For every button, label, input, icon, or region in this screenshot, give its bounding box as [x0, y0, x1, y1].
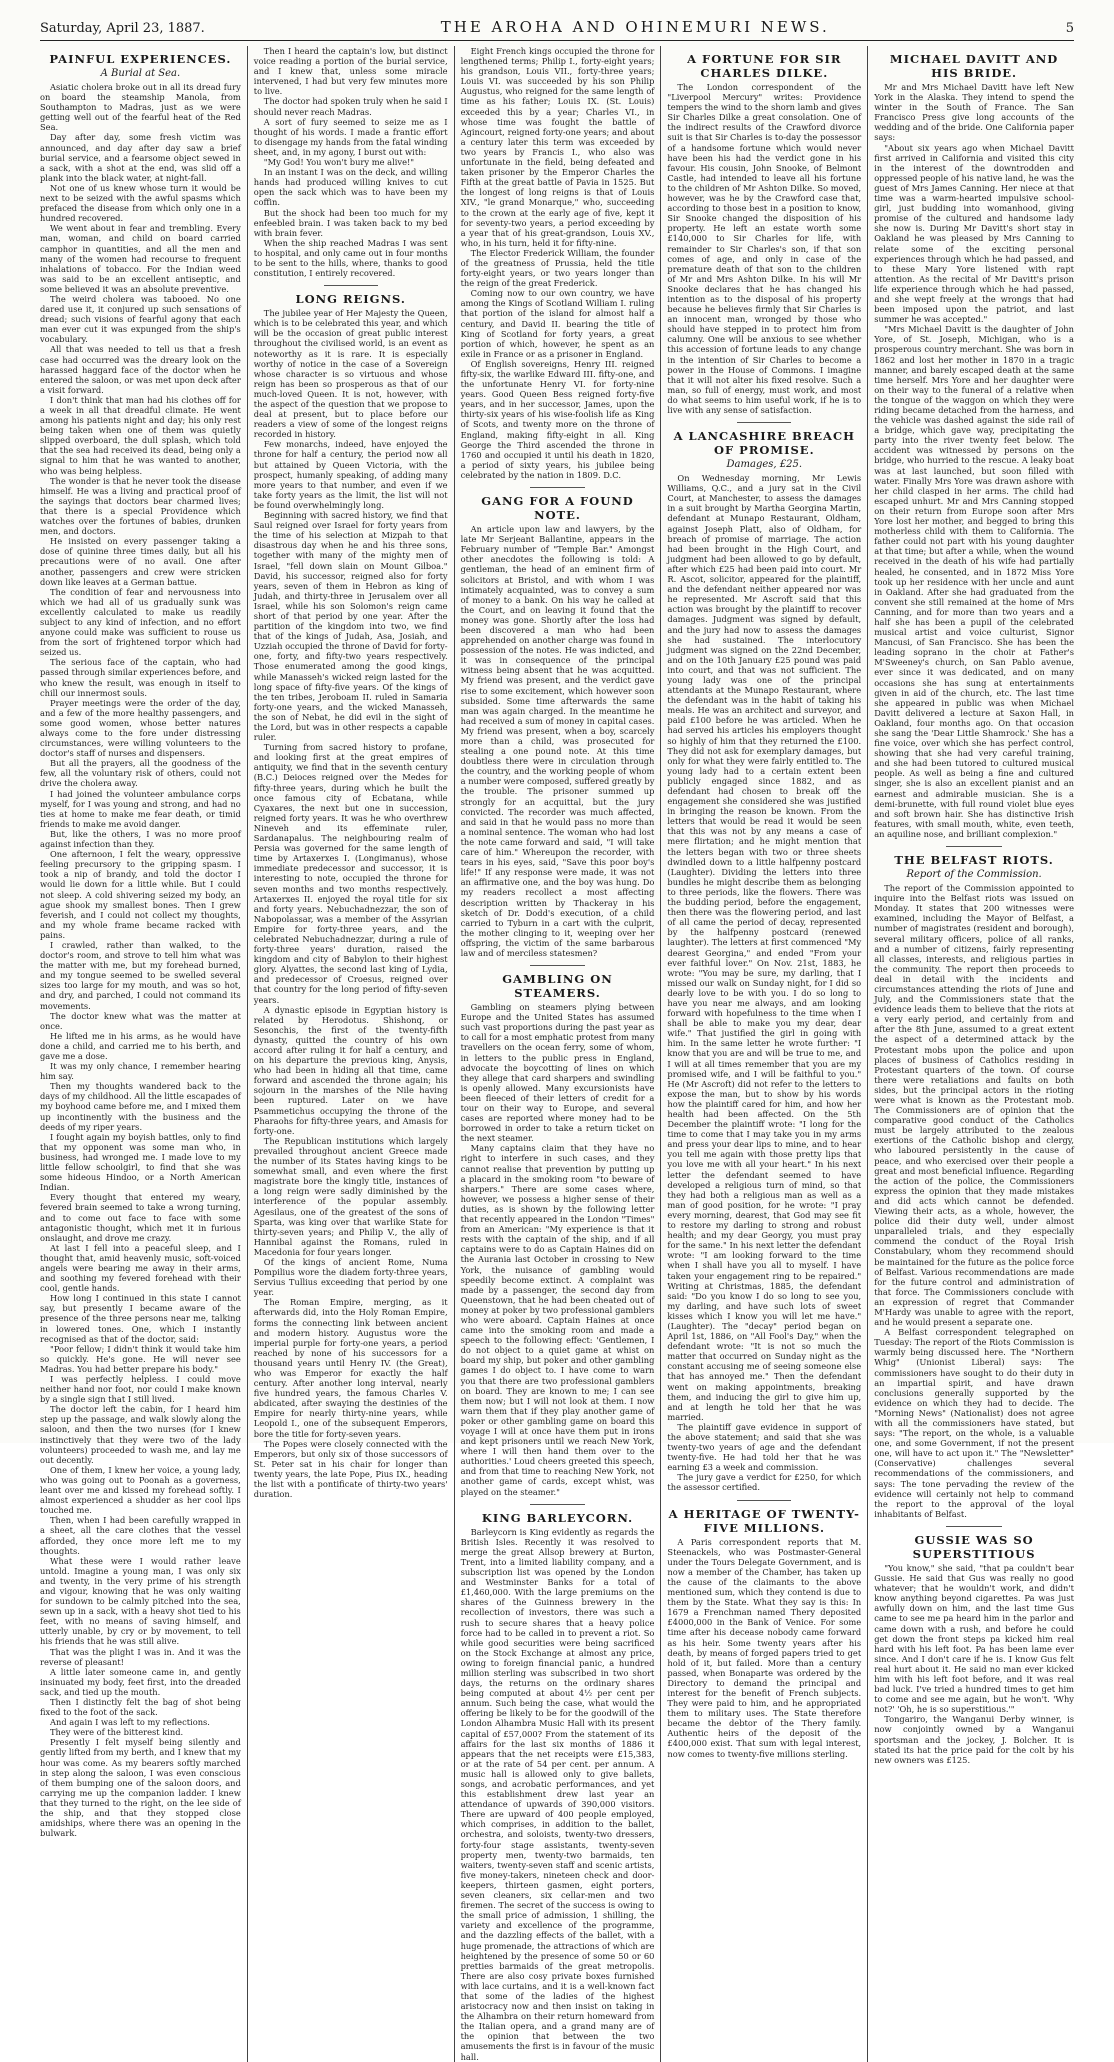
article-paragraph: I crawled, rather than walked, to the doctor's room, and strove to tell him what was the matter with me, but my forehead burned, and my tongue seemed to be swelled several sizes too large for my mouth, and was so hot, and dry, and parched, I could not command its movements.	[40, 939, 241, 1011]
article-paragraph: Gambling on steamers plying between Europe and the United States has assumed such vast proportions during the past year as to call for a most emphatic protest from many travellers on the ocean ferry, some of whom, in letters to the public press in England, advocate the boycotting of lines on which they allege that card sharpers and swindling is openly allowed. Many excursionists have been fleeced of their letters of credit for a tour on their way to Europe, and several cases are reported where money had to be borrowed in order to take a return ticket on the next steamer.	[460, 1002, 655, 1144]
issue-date: Saturday, April 23, 1887.	[40, 21, 205, 36]
article-paragraph: One of them, I knew her voice, a young lady, who was going out to Poonah as a governess, leant over me and kissed my forehead softly. I almost experienced a shudder as her cool lips touched me.	[40, 1464, 241, 1516]
article-paragraph: I fought again my boyish battles, only to find that my opponent was some man who, in business, had wronged me. I made love to my little fellow schoolgirl, to find that she was some hideous Hindoo, or a North American Indian.	[40, 1131, 241, 1193]
article-paragraph: "About six years ago when Michael Davitt first arrived in California and visited this city in the interest of the downtrodden and oppressed people of his native land, he was the guest of Mrs James Canning. Her niece at that time was a warm-hearted impulsive school-girl, just budding into womanhood, giving promise of the cultured and handsome lady she now is. During Mr Davitt's short stay in Oakland he was pleased by Mrs Canning to relate some of the exciting personal experiences through which he had passed, and to these Mary Yore listened with rapt attention. As the recital of Mr Davitt's prison life experience through which he had passed, and she wept freely at the wrongs that had been imposed upon the patriot, and last summer he was accepted."	[874, 142, 1074, 325]
article-paragraph: A dynastic episode in Egyptian history is related by Herodotus. Shishonq, or Sesonchis, the first of the twenty-fifth dynasty, quitted the country of his own accord after ruling it for half a century, and on his departure the previous king, Anysis, who had been in hiding all that time, came forward and ascended the throne again; his sojourn in the marshes of the Nile having been ruptured. Later on we have Psammetichus occupying the throne of the Pharaohs for fifty-three years, and Amasis for forty-one.	[253, 1004, 448, 1136]
article-paragraph: Not one of us knew whose turn it would be next to be seized with the awful spasms which prefaced the disease from which only one in a hundred recovered.	[40, 182, 241, 224]
article-heading: A HERITAGE OF TWENTY-FIVE MILLIONS.	[668, 1506, 860, 1535]
article-paragraph: He lifted me in his arms, as he would have done a child, and carried me to his berth, and gave me a dose.	[40, 1030, 241, 1061]
article-paragraph: Of the kings of ancient Rome, Numa Pompilius wore the diadem forty-three years, Servius Tullius exceeding that period by one year.	[253, 1256, 448, 1298]
article-paragraph: I had joined the volunteer ambulance corps myself, for I was young and strong, and had no ties at home to make me fear death, or timid friends to make me avoid danger.	[40, 788, 241, 829]
column-4	[660, 46, 867, 2062]
article-paragraph: A sort of fury seemed to seize me as I thought of his words. I made a frantic effort to disengage my hands from the fatal winding sheet, and, in my agony, I burst out with:	[253, 116, 448, 157]
article-paragraph: The jury gave a verdict for £250, for which the assessor certified.	[667, 1472, 862, 1493]
article-paragraph: The doctor knew what was the matter at once.	[40, 1010, 241, 1031]
article-paragraph: Tongariro, the Wanganui Derby winner, is now conjointly owned by a Wanganui sportsman and the jockey, J. Bolcher. It is stated its hat the price paid for the colt by his new owners was £125.	[874, 1714, 1074, 1765]
article-paragraph: On Wednesday morning, Mr Lewis Williams, Q.C., and a jury sat in the Civil Court, at Manchester, to assess the damages in a suit brought by Martha Georgina Martin, defendant at Munapo Restaurant, Oldham, against Joseph Platt, also of Oldham, for breach of promise of marriage. The action had been brought in the High Court, and judgment had been allowed to go by default, after which £25 had been paid into court. Mr R. Ascot, solicitor, appeared for the plaintiff, and the defendant neither appeared nor was he represented. Mr Ascroft said that this action was brought by the plaintiff to recover damages. Judgment was signed by default, and the jury had now to assess the damages she had sustained. The interlocutory judgment was signed on the 22nd December, and on the 10th January £25 pound was paid into court, and that was not sufficient. The young lady was one of the principal attendants at the Munapo Restaurant, where the defendant was in the habit of taking his meals. He was an architect and surveyor, and paid £100 before he was articled. When he had served his articles his employers thought so highly of him that they returned the £100. They did not ask for exemplary damages, but only for what they were fairly entitled to. The young lady had to a certain extent been publicly engaged since 1882, and as defendant had chosen to break off the engagement she considered she was justified in bringing the reason be known. From the letters that would be read it would be seen that this was not by any means a case of mere flirtation; and he might mention that the letters began with two or three sheets dwindled down to a little halfpenny postcard (Laughter). Dividing the letters into three bundles he might describe them as belonging to three periods, like the flowers. There was the budding period, before the engagement, then there was the flowering period, and last of all came the period of decay, represented by the halfpenny postcard (renewed laughter). The letters at first commenced "My dearest Georgina," and ended "From your ever faithful lover." On Nov. 21st, 1883, he wrote: "You may be sure, my darling, that I missed our walk on Sunday night, for I did so dearly love to be with you. I do so long to have you near me always, and am looking forward with hopefulness to the time when I shall be able to make you my dear, dear wife." That justified the girl in going with him. In the same letter he wrote further: "I know that you are and will be true to me, and I will at all times remember that you are my promised wife, and I will be faithful to you." He (Mr Ascroft) did not refer to the letters to expose the man, but to show by his words how the plaintiff cared for him, and how her health had been affected. On the 5th December the plaintiff wrote: "I long for the time to come that I may take you in my arms and press your dear lips to mine, and to hear you tell me again with those pretty lips that you love me with all your heart." In his next letter the defendant seemed to have developed a religious turn of mind, so that they had both a religious man as well as a man of good position, for he wrote: "I pray every morning, dearest, that God may see fit to restore my darling to strong and robust health; and my dear Georgy, you must pray for the same." In his next letter the defendant wrote: "I am looking forward to the time when I shall have you all to myself. I have taken your engagement ring to be repaired." Writing at Christmas, 1885, the defendant said: "Do you know I do so long to see you, my darling, and have such lots of sweet kisses which I know you will let me have." (Laughter). The "decay" period began on April 1st, 1886, on "All Fool's Day," when the defendant wrote: "It is not so much the matter that occurred on Sunday night as the constant accusing me of seeing someone else that has annoyed me." Then the defendant went on making appointments, breaking them, and inducing the girl to give him up, and at length he told her that he was married.	[667, 473, 862, 1422]
article-divider	[946, 846, 1002, 847]
column-2	[247, 46, 454, 2062]
article-paragraph: Coming now to our own country, we have among the Kings of Scotland William I. ruling that portion of the island for almost half a century, and David II. bearing the title of King of Scotland for forty years, a great portion of which, however, he spent as an exile in France or as a prisoner in England.	[460, 288, 655, 359]
article-paragraph: Eight French kings occupied the throne for lengthened terms; Philip I., forty-eight years; his grandson, Louis VII., forty-three years; Louis VI. was succeeded by his son Philip Augustus, who reigned for the same length of time as his father; Louis IX. (St. Louis) exceeded this by a year; Charles VI., in whose time was fought the battle of Agincourt, reigned forty-one years; and about a century later this term was exceeded by two years by Francis I., who also was unfortunate in the field, being defeated and taken prisoner by the Emperor Charles the Fifth at the great battle of Pavia in 1525. But the longest of long reigns is that of Louis XIV., "le grand Monarque," who, succeeding to the crown at the early age of five, kept it for seventy-two years, a period exceeding by a year that of his great-grandson, Louis XV., who, in his turn, held it for fifty-nine.	[460, 46, 655, 248]
article-divider	[737, 1500, 791, 1501]
masthead	[40, 14, 1074, 41]
article-paragraph: Day after day, some fresh victim was announced, and day after day saw a brief burial service, and a fearsome object sewed in a sack, with a shot at the end, was slid off a plank into the black water, at night-fall.	[40, 132, 241, 183]
article-paragraph: Then I distinctly felt the bag of shot being fixed to the foot of the sack.	[40, 1697, 241, 1718]
article-paragraph: A little later someone came in, and gently insinuated my body, feet first, into the dreaded sack, and tied up the mouth.	[40, 1666, 241, 1697]
column-1	[40, 46, 247, 2062]
article-heading: GUSSIE WAS SO SUPERSTITIOUS	[912, 1532, 1036, 1561]
article-columns	[40, 46, 1074, 2062]
article-paragraph: The report of the Commission appointed to inquire into the Belfast riots was issued on Monday. It states that 200 witnesses were examined, including the Mayor of Belfast, a number of magistrates (resident and borough), several military officers, police of all ranks, and a number of citizens, fairly representing all classes, interests, and religious parties in the community. The report then proceeds to deal in detail with the incidents and circumstances attending the riots of June and July, and the Commissioners state that the evidence leads them to believe that the riots at a very early period, and certainly from and after the 8th June, assumed to a great extent the aspect of a determined attack by the Protestant mobs upon the police and upon places of business of Catholics residing in Protestant quarters of the town. Of course there were retaliations and faults on both sides, but the principal actors in the rioting were what is known as the Protestant mob. The Commissioners are of opinion that the comparative good conduct of the Catholics must be largely attributed to the zealous exertions of the Catholic bishop and clergy, who laboured persistently in the cause of peace, and who exercised over their people a great and most beneficial influence. Regarding the action of the police, the Commissioners express the opinion that they made mistakes and did acts which cannot be defended. Viewing their acts, as a whole, however, the police did their duty well, under almost unparalleled trials, and they especially commend the conduct of the Royal Irish Constabulary, whom they recommend should be maintained for the future as the police force of Belfast. Various recommendations are made for the future control and administration of that force. The Commissioners conclude with an expression of regret that Commander M'Hardy was unable to agree with the report, and he would present a separate one.	[874, 883, 1074, 1328]
article-paragraph: "Mrs Michael Davitt is the daughter of John Yore, of St. Joseph, Michigan, who is a prosperous country merchant. She was born in 1862 and lost her mother in 1870 in a tragic manner, and barely escaped death at the same time herself. Mrs Yore and her daughter were on their way to the funeral of a relative when the tongue of the waggon on which they were riding became detached from the harness, and the vehicle was dashed against the side rail of a bridge, which gave way, precipitating the party into the river twenty feet below. The accident was witnessed by persons on the bridge, who hurried to the rescue. A leaky boat was at last launched, but soon filled with water. Finally Mrs Yore was drawn ashore with her child clasped in her arms. The child had escaped unhurt. Mr and Mrs Canning stopped on their return from Europe soon after Mrs Yore lost her mother, and begged to bring this motherless child with them to California. The father could not part with his young daughter at that time; but after a while, when the wound received in the death of his wife had partially healed, he consented, and in 1872 Miss Yore took up her residence with her uncle and aunt in Oakland. After she had graduated from the convent she still remained at the home of Mrs Canning, and for more than two years and a half she has been a pupil of the celebrated musical artist and voice culturist, Signor Mancusi, of San Francisco. She has been the leading soprano in the choir at Father's M'Sweeney's church, on San Pablo avenue, ever since it was dedicated, and on many occasions she has sung at entertainments given in aid of the church, etc. The last time she appeared in public was when Michael Davitt delivered a lecture at Saxon Hall, in Oakland, four months ago. On that occasion she sang the 'Dear Little Shamrock.' She has a fine voice, over which she has perfect control, showing that she had very careful training, and she had been tutored to cultured musical people. As well as being a fine and cultured singer, she is also an excellent pianist and an earnest and admirable musician. She is a demi-brunette, with full round violet blue eyes and soft brown hair. She has distinctive Irish features, with small mouth, white, even teeth, an aquiline nose, and brilliant complexion."	[874, 324, 1074, 839]
newspaper-title: THE AROHA AND OHINEMURI NEWS.	[440, 18, 830, 36]
article-heading: A LANCASHIRE BREACH OF PROMISE.	[673, 429, 855, 458]
article-paragraph: A Belfast correspondent telegraphed on Tuesday: The report of the Riots Commission is warmly being discussed here. The "Northern Whig" (Unionist Liberal) says: The commissioners have sought to do their duty in an impartial spirit, and have drawn conclusions generally supported by the evidence on which they had to decide. The "Morning News" (Nationalist) does not agree with all the commissioners have stated, but says: "The report, on the whole, is a valuable one, and some Government, if not the present one, will have to act upon it." The "Newsletter" (Conservative) challenges several recommendations of the commissioners, and says: The tone pervading the review of the evidence will certainly not help to command the report to the approval of the loyal inhabitants of Belfast.	[874, 1327, 1074, 1519]
article-paragraph: I was perfectly helpless. I could move neither hand nor foot, nor could I make known by a single sign that I still lived.	[40, 1374, 241, 1405]
article-subheading: Report of the Commission.	[906, 869, 1042, 881]
article-paragraph: Mr and Mrs Michael Davitt have left New York in the Alaska. They intend to spend the winter in the South of France. The San Francisco Press give long accounts of the wedding and of the bride. One California paper says:	[874, 82, 1074, 143]
article-paragraph: Prayer meetings were the order of the day, and a few of the more healthy passengers, and some good women, whose better natures always come to the fore under distressing circumstances, were willing volunteers to the doctor's staff of nurses and dispensers.	[40, 697, 241, 759]
article-paragraph: The Popes were closely connected with the Emperors, but only six of those successors of St. Peter sat in his chair for longer than twenty years, the late Pope, Pius IX., heading the list with a pontificate of thirty-two years' duration.	[253, 1438, 448, 1500]
article-heading: PAINFUL EXPERIENCES.	[49, 52, 232, 66]
article-paragraph: "Poor fellow; I didn't think it would take him so quickly. He's gone. He will never see Madras. You had better prepare his body."	[40, 1343, 241, 1374]
article-paragraph: Beginning with sacred history, we find that Saul reigned over Israel for forty years from the time of his selection at Mizpah to that disastrous day when he and his three sons, together with many of the mighty men of Israel, "fell down slain on Mount Gilboa." David, his successor, reigned also for forty years, seven of them in Hebron as king of Judah, and thirty-three in Jerusalem over all Israel, while his son Solomon's reign came short of that period by one year. After the partition of the kingdom into two, we find that of the kings of Judah, Asa, Josiah, and Uzziah occupied the throne of David for forty-one, forty, and fifty-two years respectively. Those enumerated among the good kings, while Manasseh's wicked reign lasted for the long space of fifty-five years. Of the kings of the ten tribes, Jeroboam II. ruled in Samaria forty-one years, and the wicked Manasseh, the son of Nebat, he did evil in the sight of the Lord, but was in other respects a capable ruler.	[253, 510, 448, 743]
article-paragraph: It was my only chance, I remember hearing him say.	[40, 1061, 241, 1082]
article-subheading: A Burial at Sea.	[100, 68, 181, 79]
article-divider	[530, 1504, 584, 1505]
article-paragraph: Presently I felt myself being silently and gently lifted from my berth, and I knew that my hour was come. As my bearers softly marched in step along the saloon, I was even conscious of them bumping one of the saloon doors, and carrying me up the companion ladder. I knew that they turned to the right, on the lee side of the ship, and that they stopped close amidships, where there was an opening in the bulwark.	[40, 1737, 241, 1839]
article-paragraph: The Elector Frederick William, the founder of the greatness of Prussia, held the title forty-eight years, or two years longer than the reign of the great Frederick.	[460, 247, 655, 289]
article-paragraph: A Paris correspondent reports that M. Steenackels, who was Postmaster-General under the Tours Delegate Government, and is now a member of the Chamber, has taken up the cause of the claimants to the above mentioned sum, which they contend is due to them by the State. What they say is this: In 1679 a Frenchman named Thery deposited £4000,000 in the Bank of Venice. For some time after his decease nobody came forward as his heir. Some twenty years after his death, by means of forged papers tried to get hold of it, but failed. More than a century passed, when Bonaparte was ordered by the Directory to demand the principal and interest for the benefit of French subjects. They were paid to him, and he appropriated them to military uses. The State therefore became the debtor of the Thery family. Authentic heirs of the deposit of the £400,000 exist. That sum with legal interest, now comes to twenty-five millions sterling.	[667, 1536, 862, 1759]
article-paragraph: "My God! You won't bury me alive!"	[263, 157, 415, 168]
article-paragraph: The Roman Empire, merging, as it afterwards did, into the Holy Roman Empire, forms the connecting link between ancient and modern history. Augustus wore the imperial purple for forty-one years, a period reached by none of his successors for a thousand years until Henry IV. (the Great), who was Emperor for exactly the half century. After another long interval, nearly five hundred years, the famous Charles V. abdicated, after swaying the destinies of the Empire for nearly thirty-nine years, while Leopold I., one of the subsequent Emperors, bore the title for forty-seven years.	[253, 1297, 448, 1439]
article-paragraph: The wonder is that he never took the disease himself. He was a living and practical proof of the sayings that doctors bear charmed lives; that there is a special Providence which watches over the fortunes of babies, drunken men, and doctors.	[40, 475, 241, 537]
article-paragraph: The doctor had spoken truly when he said I should never reach Madras.	[253, 96, 448, 117]
article-divider	[946, 1526, 1002, 1527]
article-paragraph: Barleycorn is King evidently as regards the British Isles. Recently it was resolved to merge the great Allsop brewery at Burton, Trent, into a limited liability company, and a subscription list was opened by the London and Westminster Banks for a total of £1,460,000. With the large premiums on the shares of the Guinness brewery in the recollection of investors, there was such a rush to secure shares that a heavy police force had to be called in to prevent a riot. So while good securities were being sacrificed on the Stock Exchange at almost any price, owing to foreign financial panic, a hundred million sterling was subscribed in two short days, the returns on the ordinary shares being computed at about 4½ per cent per annum. Such being the case, what would the offering be likely to be for the goodwill of the London Alhambra Music Hall with its present capital of £57,000? From the statement of its affairs for the last six months of 1886 it appears that the net receipts were £15,383, or at the rate of 54 per cent. per annum. A music hall is allowed only to give ballets, songs, and acrobatic performances, and yet this establishment drew last year an attendance of upwards of 390,000 visitors. There are upward of 400 people employed, which comprises, in addition to the ballet, orchestra, and soloists, twenty-two dressers, forty-four stage assistants, twenty-seven property men, twenty-two barmaids, ten waiters, twenty-seven staff and scenic artists, five money-takers, nineteen check and door-keepers, thirteen gasmen, eight porters, seven cleaners, six cellar-men and two firemen. The secret of the success is owing to the small price of admission, 1 shilling, the variety and excellence of the programme, and the dazzling effects of the ballet, with a huge promenade, the attractions of which are heightened by the presence of some 50 or 60 pretties barmaids of the great metropolis. There are also cosy private boxes furnished with lace curtains, and it is a well-known fact that some of the ladies of the highest aristocracy now and then insist on taking in the Alhambra on their return homeward from the Italian opera, and a grand many are of the opinion that between the two amusements the first is in favour of the music hall.	[460, 1526, 655, 2062]
article-paragraph: Then, when I had been carefully wrapped in a sheet, all the care clothes that the vessel afforded, they once more left me to my thoughts.	[40, 1515, 241, 1556]
article-divider	[530, 487, 584, 488]
article-paragraph: Of English sovereigns, Henry III. reigned fifty-six, the warlike Edward III. fifty-one, and the unfortunate Henry VI. for forty-nine years. Good Queen Bess reigned forty-five years, and in her successor, James, upon the thirty-six years of his wise-foolish life as King of Scots, and twenty more on the throne of England, making fifty-eight in all. King George the Third ascended the throne in 1760 and occupied it until his death in 1820, a period of sixty years, his jubilee being celebrated by the nation in 1809. D.C.	[460, 358, 655, 480]
article-paragraph: Many captains claim that they have no right to interfere in such cases, and they cannot realise that prevention by putting up a placard in the smoking room "to beware of sharpers." There are some cases where, however, we possess a higher sense of their duties, as is shown by the following letter that recently appeared in the London "Times" from an American: "My experience is that it rests with the captain of the ship, and if all captains were to do as Captain Haines did on the Aurania last October in crossing to New York, the nuisance of gambling would speedily become extinct. A complaint was made by a passenger, the second day from Queenstown, that he had been cheated out of money at poker by two professional gamblers who were aboard. Captain Haines at once came into the smoking room and made a speech to the following effect: 'Gentlemen, I do not object to a quiet game at whist on board my ship, but poker and other gambling games I do object to. I have come to warn you that there are two professional gamblers on board. They are known to me; I can see them now; but I will not look at them. I now warn them that if they play another game of poker or other gambling game on board this voyage I will at once have them put in irons and kept prisoners until we reach New York, where I will then hand them over to the authorities.' Loud cheers greeted this speech, and from that time to reaching New York, not another game of cards, except whist, was played on the steamer."	[460, 1143, 655, 1497]
article-paragraph: How long I continued in this state I cannot say, but presently I became aware of the presence of the three persons near me, talking in lowered tones. One, which I instantly recognised as that of the doctor, said:	[40, 1293, 241, 1344]
article-paragraph: Then I heard the captain's low, but distinct voice reading a portion of the burial service, and I knew that, unless some miracle intervened, I had but very few minutes more to live.	[253, 46, 448, 97]
article-divider	[530, 965, 584, 966]
article-paragraph: The London correspondent of the "Liverpool Mercury" writes: Providence tempers the wind to the shorn lamb and gives Sir Charles Dilke a great consolation. One of the indirect results of the Crawford divorce suit is that Sir Charles is to-day the possessor of a handsome fortune which would never have been his had the verdict gone in his favour. His cousin, John Snooke, of Belmont Castle, had intended to leave all his fortune to the children of Mr Ashton Dilke. So moved, however, was he by the Crawford case that, according to those best in a position to know, Sir Snooke changed the disposition of his property. He left an estate worth some £140,000 to Sir Charles for life, with remainder to Sir Charles's son, if that son comes of age, and only in case of the premature death of that son to the children of Mr and Mrs Ashton Dilke. In his will Mr Snooke declares that he has changed his intention as to the disposal of his property because he believes firmly that Sir Charles is an innocent man, wronged by those who should have stepped in to protect him from calumny. One will be anxious to see whether this accession of fortune leads to any change in the intention of Sir Charles to become a power in the House of Commons. I imagine that it will not alter his fixed resolve. Such a man, so full of energy, must work, and most do what seems to him useful work, if he is to live with any sense of satisfaction.	[667, 82, 862, 415]
article-divider	[737, 422, 791, 423]
article-paragraph: He insisted on every passenger taking a dose of quinine three times daily, but all his precautions were of no avail. One after another, passengers and crew were stricken down like leaves at a German battue.	[40, 536, 241, 587]
article-paragraph: The plaintiff gave evidence in support of the above statement; and said that she was twenty-two years of age and the defendant twenty-five. He had told her that he was earning £3 a week and commission.	[667, 1421, 862, 1473]
article-heading: GANG FOR A FOUND NOTE.	[481, 494, 634, 523]
article-paragraph: The weird cholera was tabooed. No one dared use it, it conjured up such sensations of dread; such visions of fearful agony that each man ever cut it was expunged from the ship's vocabulary.	[40, 293, 241, 345]
article-paragraph: The Republican institutions which largely prevailed throughout ancient Greece made the number of its States having kings to be somewhat small, and even where the first magistrate bore the kingly title, instances of a long reign were sadly diminished by the interference of the popular assembly. Agesilaus, one of the greatest of the sons of Sparta, was king over that warlike State for thirty-seven years; and Philip V., the ally of Hannibal against the Romans, ruled in Macedonia for four years longer.	[253, 1135, 448, 1257]
article-paragraph: An article upon law and lawyers, by the late Mr Serjeant Ballantine, appears in the February number of "Temple Bar." Amongst other anecdotes the following is told: A gentleman, the head of an eminent firm of solicitors at Bristol, and with whom I was intimately acquainted, was to convey a sum of money to a bank. On his way he called at the Court, and on leaving it found that the money was gone. Shortly after the loss had been discovered a man who had been apprehended on another charge was found in possession of the notes. He was indicted, and it was in consequence of the principal witness being absent that he was acquitted. My friend was present, and the verdict gave rise to some excitement, which however soon subsided. Some time afterwards the same man was again charged. In the meantime he had received a sum of money in capital cases. My friend was present, when a boy, scarcely more than a child, was prosecuted for stealing a one pound note. At this time doubtless there were in circulation through the country, and the working people of whom a number were composed, suffered greatly by the trouble. The prisoner summed up strongly for an acquittal, but the jury convicted. The recorder was much affected, and said in that he would pass no more than a nominal sentence. The woman who had lost the note came forward and said, "I will take care of him." Whereupon the recorder, with tears in his eyes, said, "Save this poor boy's life!" If any response were made, it was not an affirmative one, and the boy was hung. Do my readers recollect a most affecting description written by Thackeray in his sketch of Dr. Dodd's execution, of a child carried to Tyburn in a cart with the culprit, the mother clinging to it, weeping over her offspring, the victim of the same barbarous law and of merciless statesmen?	[460, 524, 655, 958]
article-paragraph: The jubilee year of Her Majesty the Queen, which is to be celebrated this year, and which will be the occasion of great public interest throughout the civilised world, is an event as noteworthy as it is rare. It is especially worthy of notice in the case of a Sovereign whose character is so virtuous and whose reign has been so prosperous as that of our much-loved Queen. It is not, however, with the aspect of the question that we propose to deal at present, but to place before our readers a view of some of the longest reigns recorded in history.	[253, 308, 448, 440]
article-heading: LONG REIGNS.	[295, 292, 406, 307]
article-paragraph: But all the prayers, all the goodness of the few, all the voluntary risk of others, could not drive the cholera away.	[40, 758, 241, 789]
article-paragraph: Few monarchs, indeed, have enjoyed the throne for half a century, the period now all but attained by Queen Victoria, with the prospect, humanly speaking, of adding many more years to that number, and even if we take forty years as the limit, the list will not be found overwhelmingly long.	[253, 439, 448, 510]
article-heading: MICHAEL DAVITT AND HIS BRIDE.	[889, 52, 1059, 80]
article-heading: THE BELFAST RIOTS.	[894, 853, 1054, 868]
article-paragraph: And again I was left to my reflections.	[50, 1717, 210, 1728]
article-paragraph: The doctor left the cabin, for I heard him step up the passage, and walk slowly along the saloon, and then the two nurses (for I knew instinctively that they were two of the lady volunteers) proceeded to wash me, and lay me out decently.	[40, 1404, 241, 1465]
article-subheading: Damages, £25.	[726, 459, 803, 471]
article-divider	[324, 285, 378, 286]
column-5	[867, 46, 1074, 2062]
article-paragraph: In an instant I was on the deck, and willing hands had produced willing knives to cut open the sack which was to have been my coffin.	[253, 167, 448, 208]
article-heading: KING BARLEYCORN.	[481, 1510, 634, 1525]
article-paragraph: When the ship reached Madras I was sent to hospital, and only came out in four months to be sent to the hills, where, thanks to good constitution, I entirely recovered.	[253, 237, 448, 279]
article-heading: GAMBLING ON STEAMERS.	[502, 972, 613, 1001]
article-paragraph: That was the plight I was in. And it was the reverse of pleasant!	[40, 1646, 241, 1667]
article-paragraph: Every thought that entered my weary, fevered brain seemed to take a wrong turning, and to come out face to face with some antagonistic thought, which met it in furious onslaught, and drove me crazy.	[40, 1192, 241, 1243]
article-paragraph: Then my thoughts wandered back to the days of my childhood. All the little escapades of my boyhood came before me, and I mixed them up incontinently with the business and the deeds of my riper years.	[40, 1081, 241, 1132]
article-paragraph: But the shock had been too much for my enfeebled brain. I was taken back to my bed with brain fever.	[253, 207, 448, 238]
article-paragraph: All that was needed to tell us that a fresh case had occurred was the dreary look on the harassed haggard face of the doctor when he entered the saloon, or was met upon deck after a visit forward.	[40, 344, 241, 395]
article-paragraph: The condition of fear and nervousness into which we had all of us gradually sunk was excellently calculated to make us readily subject to any kind of infection, and no effort anyone could make was sufficient to rouse us from the sort of frightened torpor which had seized us.	[40, 586, 241, 658]
article-paragraph: At last I fell into a peaceful sleep, and I thought that, amid heavenly music, soft-voiced angels were bearing me away in their arms, and soothing my fevered forehead with their cool, gentle hands.	[40, 1242, 241, 1294]
page-number: 5	[1065, 21, 1074, 36]
article-paragraph: One afternoon, I felt the weary, oppressive feeling precursory to the gripping spasm. I took a nip of brandy, and told the doctor I would lie down for a little while. But I could not sleep. A cold shivering seized my body, an ague shook my smallest bones. Then I grew feverish, and I could not collect my thoughts, and my whole frame became racked with pains.	[40, 849, 241, 940]
article-paragraph: But, like the others, I was no more proof against infection than they.	[40, 828, 241, 850]
article-paragraph: "You know," she said, "that pa couldn't bear Gussie. He said that Gus was really no good whatever; that he wouldn't work, and didn't know anything beyond cigarettes. Pa was just awfully down on him, and the last time Gus came to see me pa heard him in the parlor and came down with a rush, and before he could get down the front steps pa kicked him real hard with his left foot. Pa has been lame ever since. And I don't care if he is. I know Gus felt real hurt about it. He said no man ever kicked him with his left foot before, and it was real bad luck. I've tried a hundred times to get him to come and see me again, but he won't. 'Why not?' 'Oh, he is so superstitious.'"	[874, 1562, 1074, 1715]
article-paragraph: The serious face of the captain, who had passed through similar experiences before, and who knew the result, was enough in itself to chill our innermost souls.	[40, 657, 241, 698]
article-heading: A FORTUNE FOR SIR CHARLES DILKE.	[687, 52, 842, 80]
article-paragraph: I don't think that man had his clothes off for a week in all that dreadful climate. He went among his patients night and day; his only rest being taken when one of them was quietly slipped overboard, the dull splash, which told that the sea had received its dead, being only a signal to him that he was wanted to another, who was being helpless.	[40, 394, 241, 476]
article-paragraph: Asiatic cholera broke out in all its dread fury on board the steamship Manola, from Southampton to Madras, just as we were getting well out of the fearful heat of the Red Sea.	[40, 82, 241, 133]
column-3	[454, 46, 661, 2062]
article-paragraph: We went about in fear and trembling. Every man, woman, and child on board carried camphor in quantities, and all the men and many of the women had recourse to frequent inhalations of tobacco. For the Indian weed was said to be an excellent antiseptic, and some believed it was an absolute preventive.	[40, 223, 241, 294]
article-paragraph: What these were I would rather leave untold. Imagine a young man, I was only six and twenty, in the very prime of his strength and vigour, knowing that he was only waiting for sundown to be calmly pitched into the sea, sewn up in a sack, with a heavy shot tied to his feet, with no means of saving himself, and utterly unable, by cry or by movement, to tell his friends that he was still alive.	[40, 1555, 241, 1647]
article-paragraph: Turning from sacred history to profane, and looking first at the great empires of antiquity, we find that in the seventh century (B.C.) Deioces reigned over the Medes for fifty-three years, during which he built the once famous city of Ecbatana, while Cyaxares, the next but one in succession, reigned forty years. It was he who overthrew Nineveh and its effeminate ruler, Sardanapalus. The neighbouring realm of Persia was governed for the same length of time by Artaxerxes I. (Longimanus), whose immediate predecessor and successor, it is interesting to note, occupied the throne for seven months and two months respectively. Artaxerxes II. enjoyed the royal title for six and forty years. Nebuchadnezzar, the son of Nabopolassar, was a member of the Assyrian Empire for forty-three years, and the celebrated Nebuchadnezzar, during a rule of forty-three years' duration, raised the kingdom and city of Babylon to their highest glory. Alyattes, the second last king of Lydia, and predecessor of Croesus, reigned over that country for the long period of fifty-seven years.	[253, 742, 448, 1005]
article-paragraph: They were of the bitterest kind.	[50, 1727, 184, 1738]
